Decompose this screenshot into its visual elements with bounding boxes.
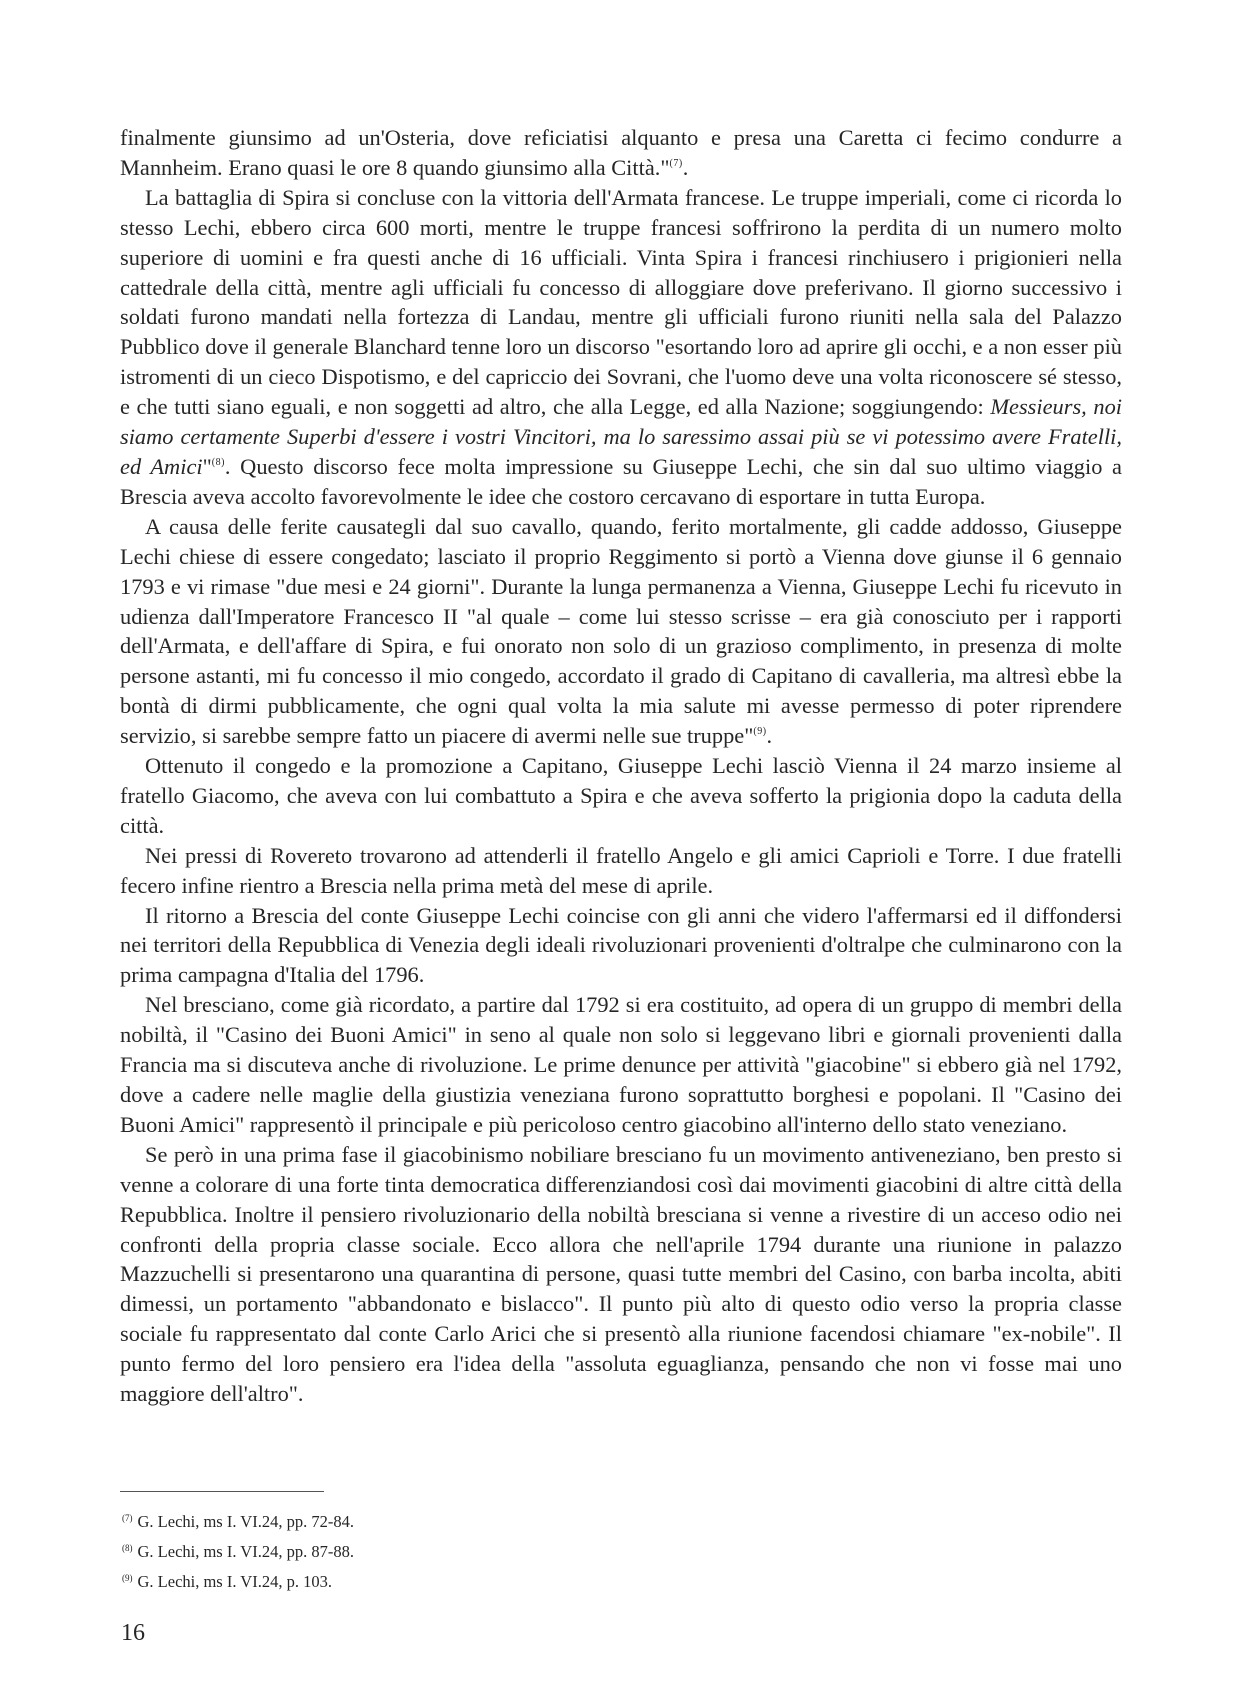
text-run: . — [682, 154, 689, 180]
footnote-number: (9) — [122, 1573, 133, 1583]
italic-quote: Messieurs, noi siamo certamente Superbi d'essere i vostri Vincitori, ma lo saressimo assai più se vi potessimo avere Fratelli, ed Amici — [120, 394, 1122, 479]
paragraph — [120, 512, 1122, 751]
footnote-text: G. Lechi, ms I. VI.24, p. 103. — [137, 1572, 332, 1591]
footnote — [122, 1565, 354, 1595]
paragraph — [120, 751, 1122, 841]
footnote-divider — [120, 1491, 324, 1492]
text-run: finalmente giunsimo ad un'Osteria, dove reficiatisi alquanto e presa una Caretta ci fecimo condurre a Mannheim. Erano quasi le ore 8 quando giunsimo alla Città." — [120, 125, 1122, 180]
footnote-ref: (8) — [211, 456, 225, 468]
main-text — [120, 123, 1122, 1409]
footnote-number: (8) — [122, 1543, 133, 1553]
text-run: . — [766, 723, 773, 749]
paragraph — [120, 183, 1122, 512]
text-run: " — [202, 453, 212, 479]
text-run: A causa delle ferite causategli dal suo cavallo, quando, ferito mortalmente, gli cadde addosso, Giuseppe Lechi chiese di essere congedato; lasciato il proprio Reggimento si portò a Vienna dove giunse il 6 gennaio 1793 e vi rimase "due mesi e 24 giorni". Durante la lunga permanenza a Vienna, Giuseppe Lechi fu ricevuto in udienza dall'Imperatore Francesco II "al quale – come lui stesso scrisse – era già conosciuto per i rapporti dell'Armata, e dell'affare di Spira, e fui onorato non solo di un grazioso complimento, in presenza di molte persone astanti, mi fu concesso il mio congedo, accordato il grado di Capitano di cavalleria, ma altresì ebbe la bontà di dirmi pubblicamente, che ogni qual volta la mia salute mi avesse permesso di poter riprendere servizio, si sarebbe sempre fatto un piacere di avermi nelle sue truppe" — [120, 513, 1122, 749]
footnote-text: G. Lechi, ms I. VI.24, pp. 87-88. — [137, 1542, 354, 1561]
footnote-ref: (9) — [753, 726, 767, 738]
text-run: La battaglia di Spira si concluse con la vittoria dell'Armata francese. Le truppe imperiali, come ci ricorda lo stesso Lechi, ebbero circa 600 morti, mentre le truppe francesi soffrirono la perdita di un numero molto superiore di uomini e fra questi anche di 16 ufficiali. Vinta Spira i francesi rinchiusero i prigionieri nella cattedrale della città, mentre agli ufficiali fu concesso di alloggiare dove preferivano. Il giorno successivo i soldati furono mandati nella fortezza di Landau, mentre gli ufficiali furono riuniti nella sala del Palazzo Pubblico dove il generale Blanchard tenne loro un discorso "esortando loro ad aprire gli occhi, e a non esser più istromenti di un cieco Dispotismo, e del capriccio dei Sovrani, che l'uomo deve una volta riconoscere sé stesso, e che tutti siano eguali, e non soggetti ad altro, che alla Legge, ed alla Nazione; soggiungendo: — [120, 184, 1122, 420]
footnote-text: G. Lechi, ms I. VI.24, pp. 72-84. — [137, 1512, 354, 1531]
text-run: Nel bresciano, come già ricordato, a partire dal 1792 si era costituito, ad opera di un gruppo di membri della nobiltà, il "Casino dei Buoni Amici" in seno al quale non solo si leggevano libri e giornali provenienti dalla Francia ma si discuteva anche di rivoluzione. Le prime denunce per attività "giacobine" si ebbero già nel 1792, dove a cadere nelle maglie della giustizia veneziana furono soprattutto borghesi e popolani. Il "Casino dei Buoni Amici" rappresentò il principale e più pericoloso centro giacobino all'interno dello stato veneziano. — [120, 992, 1122, 1137]
footnote-number: (7) — [122, 1513, 133, 1523]
footnotes — [122, 1505, 354, 1595]
footnote — [122, 1505, 354, 1535]
text-run: Il ritorno a Brescia del conte Giuseppe Lechi coincise con gli anni che videro l'affermarsi ed il diffondersi nei territori della Repubblica di Venezia degli ideali rivoluzionari provenienti d'oltralpe che culminarono con la prima campagna d'Italia del 1796. — [120, 902, 1122, 988]
text-run: Nei pressi di Rovereto trovarono ad attenderli il fratello Angelo e gli amici Caprioli e Torre. I due fratelli fecero infine rientro a Brescia nella prima metà del mese di aprile. — [120, 842, 1122, 898]
paragraph — [120, 990, 1122, 1140]
paragraph — [120, 123, 1122, 183]
paragraph — [120, 1140, 1122, 1409]
text-run: . Questo discorso fece molta impressione su Giuseppe Lechi, che sin dal suo ultimo viaggio a Brescia aveva accolto favorevolmente le idee che costoro cercavano di esportare in tutta Europa. — [120, 453, 1122, 509]
page-number: 16 — [121, 1620, 145, 1646]
paragraph — [120, 901, 1122, 991]
text-run: Ottenuto il congedo e la promozione a Capitano, Giuseppe Lechi lasciò Vienna il 24 marzo insieme al fratello Giacomo, che aveva con lui combattuto a Spira e che aveva sofferto la prigionia dopo la caduta della città. — [120, 753, 1122, 838]
footnote-ref: (7) — [669, 157, 683, 169]
text-run: Se però in una prima fase il giacobinismo nobiliare bresciano fu un movimento antiveneziano, ben presto si venne a colorare di una forte tinta democratica differenziandosi così dai movimenti giacobini di altre città della Repubblica. Inoltre il pensiero rivoluzionario della nobiltà bresciana si venne a rivestire di un acceso odio nei confronti della propria classe sociale. Ecco allora che nell'aprile 1794 durante una riunione in palazzo Mazzuchelli si presentarono una quarantina di persone, quasi tutte membri del Casino, con barba incolta, abiti dimessi, un portamento "abbandonato e bislacco". Il punto più alto di questo odio verso la propria classe sociale fu rappresentato dal conte Carlo Arici che si presentò alla riunione facendosi chiamare "ex-nobile". Il punto fermo del loro pensiero era l'idea della "assoluta eguaglianza, pensando che non vi fosse mai uno maggiore dell'altro". — [120, 1141, 1122, 1407]
paragraph — [120, 841, 1122, 901]
footnote — [122, 1535, 354, 1565]
